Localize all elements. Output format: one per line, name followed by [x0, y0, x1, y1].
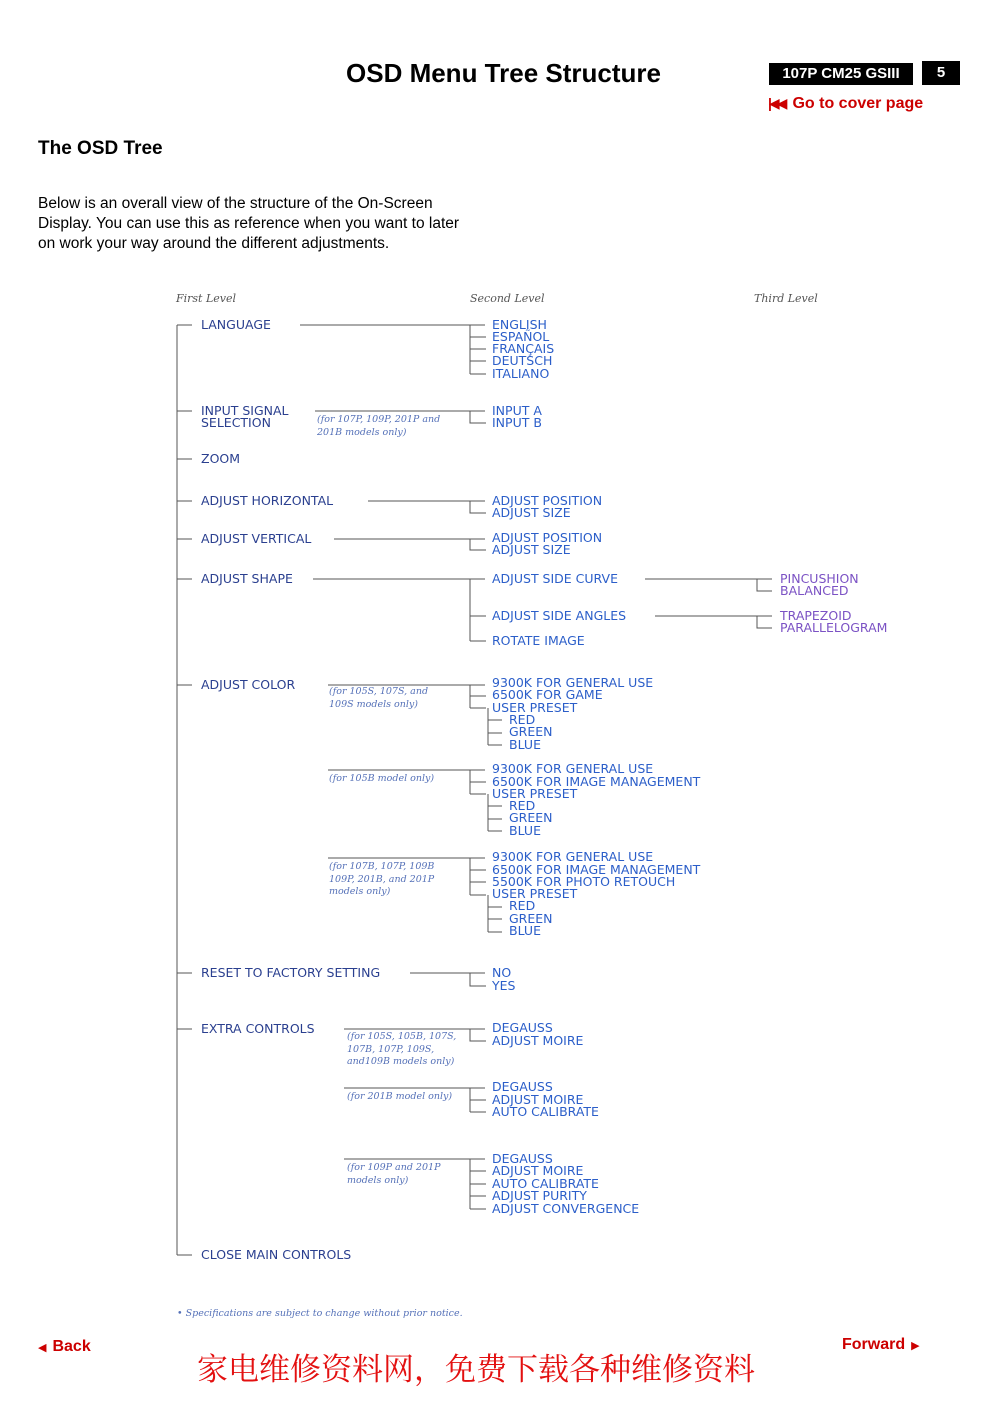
first-level-item: ADJUST VERTICAL [201, 531, 312, 546]
second-level-item: 9300K FOR GENERAL USE [492, 675, 654, 690]
third-level-item: BALANCED [780, 583, 849, 598]
first-level-item: ADJUST COLOR [201, 677, 296, 692]
second-level-item: ENGLISH [492, 317, 547, 332]
third-level-item: PINCUSHION [780, 571, 859, 586]
watermark-text: 家电维修资料网，免费下载各种维修资料 [197, 1352, 755, 1388]
second-level-item: FRANÇAIS [492, 341, 555, 356]
second-level-item: 5500K FOR PHOTO RETOUCH [492, 874, 676, 889]
second-level-item: YES [492, 978, 516, 993]
first-level-item: ZOOM [201, 451, 241, 466]
second-level-item: ADJUST POSITION [492, 530, 603, 545]
second-level-item: ADJUST SIZE [492, 542, 571, 557]
model-notes [316, 414, 456, 1186]
section-heading: The OSD Tree [38, 138, 163, 159]
second-level-item: ADJUST POSITION [492, 493, 603, 508]
model-note: (for 107B, 107P, 109B [329, 861, 435, 872]
second-level-item: 9300K FOR GENERAL USE [492, 849, 654, 864]
model-note: (for 105B model only) [329, 773, 435, 784]
second-level-item: ESPAÑOL [492, 329, 550, 344]
second-level-item: ROTATE IMAGE [492, 633, 585, 648]
second-level-item: BLUE [509, 823, 541, 838]
second-level-item: RED [509, 798, 536, 813]
second-level-item: INPUT B [492, 415, 542, 430]
first-level-item: CLOSE MAIN CONTROLS [201, 1247, 352, 1262]
level-header: Second Level [470, 292, 545, 305]
second-level-item: ADJUST MOIRE [492, 1033, 584, 1048]
first-level-item: SELECTION [201, 415, 271, 430]
second-level-item: INPUT A [492, 403, 542, 418]
second-level-item: 9300K FOR GENERAL USE [492, 761, 654, 776]
second-level-item: DEGAUSS [492, 1151, 553, 1166]
second-level-item: DEGAUSS [492, 1020, 553, 1035]
third-level-item: TRAPEZOID [780, 608, 852, 623]
model-note: models only) [347, 1175, 409, 1186]
forward-arrow-icon: ▶ [911, 1340, 920, 1352]
second-level-item: 6500K FOR IMAGE MANAGEMENT [492, 774, 701, 789]
second-level-item: GREEN [509, 724, 553, 739]
second-level-item: DEUTSCH [492, 353, 553, 368]
second-level-item: GREEN [509, 911, 553, 926]
second-level-item: NO [492, 965, 512, 980]
model-note: (for 107P, 109P, 201P and [317, 414, 441, 425]
second-level-item: RED [509, 712, 536, 727]
second-level-item: ADJUST SIDE ANGLES [492, 608, 627, 623]
model-note: (for 109P and 201P [347, 1162, 441, 1173]
first-level-items [201, 317, 380, 1262]
go-to-cover-label: Go to cover page [792, 95, 924, 112]
model-note: models only) [329, 886, 391, 897]
second-level-item: RED [509, 898, 536, 913]
tree-connectors [177, 325, 772, 1255]
second-level-item: ADJUST SIDE CURVE [492, 571, 619, 586]
back-label: Back [52, 1338, 91, 1355]
intro-paragraph: Below is an overall view of the structure of the On-Screen Display. You can use this as reference when you want to later on work your way around the different adjustments. [38, 195, 460, 252]
second-level-item: BLUE [509, 737, 541, 752]
model-note: 107B, 107P, 109S, [347, 1044, 435, 1055]
model-note: 201B models only) [317, 427, 407, 438]
second-level-item: 6500K FOR IMAGE MANAGEMENT [492, 862, 701, 877]
second-level-item: ADJUST MOIRE [492, 1092, 584, 1107]
level-headers [175, 292, 818, 305]
footnote: • Specifications are subject to change without prior notice. [177, 1308, 463, 1319]
second-level-item: USER PRESET [492, 700, 578, 715]
second-level-item: USER PRESET [492, 886, 578, 901]
forward-label: Forward [842, 1336, 906, 1353]
page-title: OSD Menu Tree Structure [346, 58, 661, 88]
first-level-item: INPUT SIGNAL [201, 403, 289, 418]
second-level-item: BLUE [509, 923, 541, 938]
first-level-item: RESET TO FACTORY SETTING [201, 965, 381, 980]
third-level-items [779, 571, 887, 635]
model-badge: 107P CM25 GSIII [769, 63, 913, 85]
model-note: 109P, 201B, and 201P [329, 874, 435, 885]
second-level-item: AUTO CALIBRATE [492, 1104, 599, 1119]
model-note: (for 105S, 107S, and [329, 686, 429, 697]
second-level-item: GREEN [509, 810, 553, 825]
second-level-item: 6500K FOR GAME [492, 687, 603, 702]
level-header: Third Level [754, 292, 818, 305]
back-link[interactable] [38, 1338, 91, 1356]
model-note: and109B models only) [347, 1056, 455, 1067]
second-level-item: ADJUST MOIRE [492, 1163, 584, 1178]
first-level-item: ADJUST SHAPE [201, 571, 293, 586]
level-header: First Level [176, 292, 237, 305]
skip-back-icon: |◀◀ [768, 95, 785, 111]
page-number: 5 [922, 61, 960, 85]
model-note: (for 201B model only) [347, 1091, 453, 1102]
first-level-item: ADJUST HORIZONTAL [201, 493, 334, 508]
third-level-item: PARALLELOGRAM [780, 620, 888, 635]
first-level-item: LANGUAGE [201, 317, 271, 332]
second-level-item: DEGAUSS [492, 1079, 553, 1094]
second-level-item: ITALIANO [492, 366, 550, 381]
back-arrow-icon: ◀ [38, 1342, 47, 1354]
model-note: (for 105S, 105B, 107S, [347, 1031, 457, 1042]
model-note: 109S models only) [329, 699, 418, 710]
second-level-item: ADJUST CONVERGENCE [492, 1201, 640, 1216]
second-level-item: AUTO CALIBRATE [492, 1176, 599, 1191]
second-level-item: ADJUST PURITY [492, 1188, 587, 1203]
first-level-item: EXTRA CONTROLS [201, 1021, 315, 1036]
second-level-item: ADJUST SIZE [492, 505, 571, 520]
second-level-items [491, 317, 701, 1216]
second-level-item: USER PRESET [492, 786, 578, 801]
forward-link[interactable] [842, 1336, 920, 1354]
